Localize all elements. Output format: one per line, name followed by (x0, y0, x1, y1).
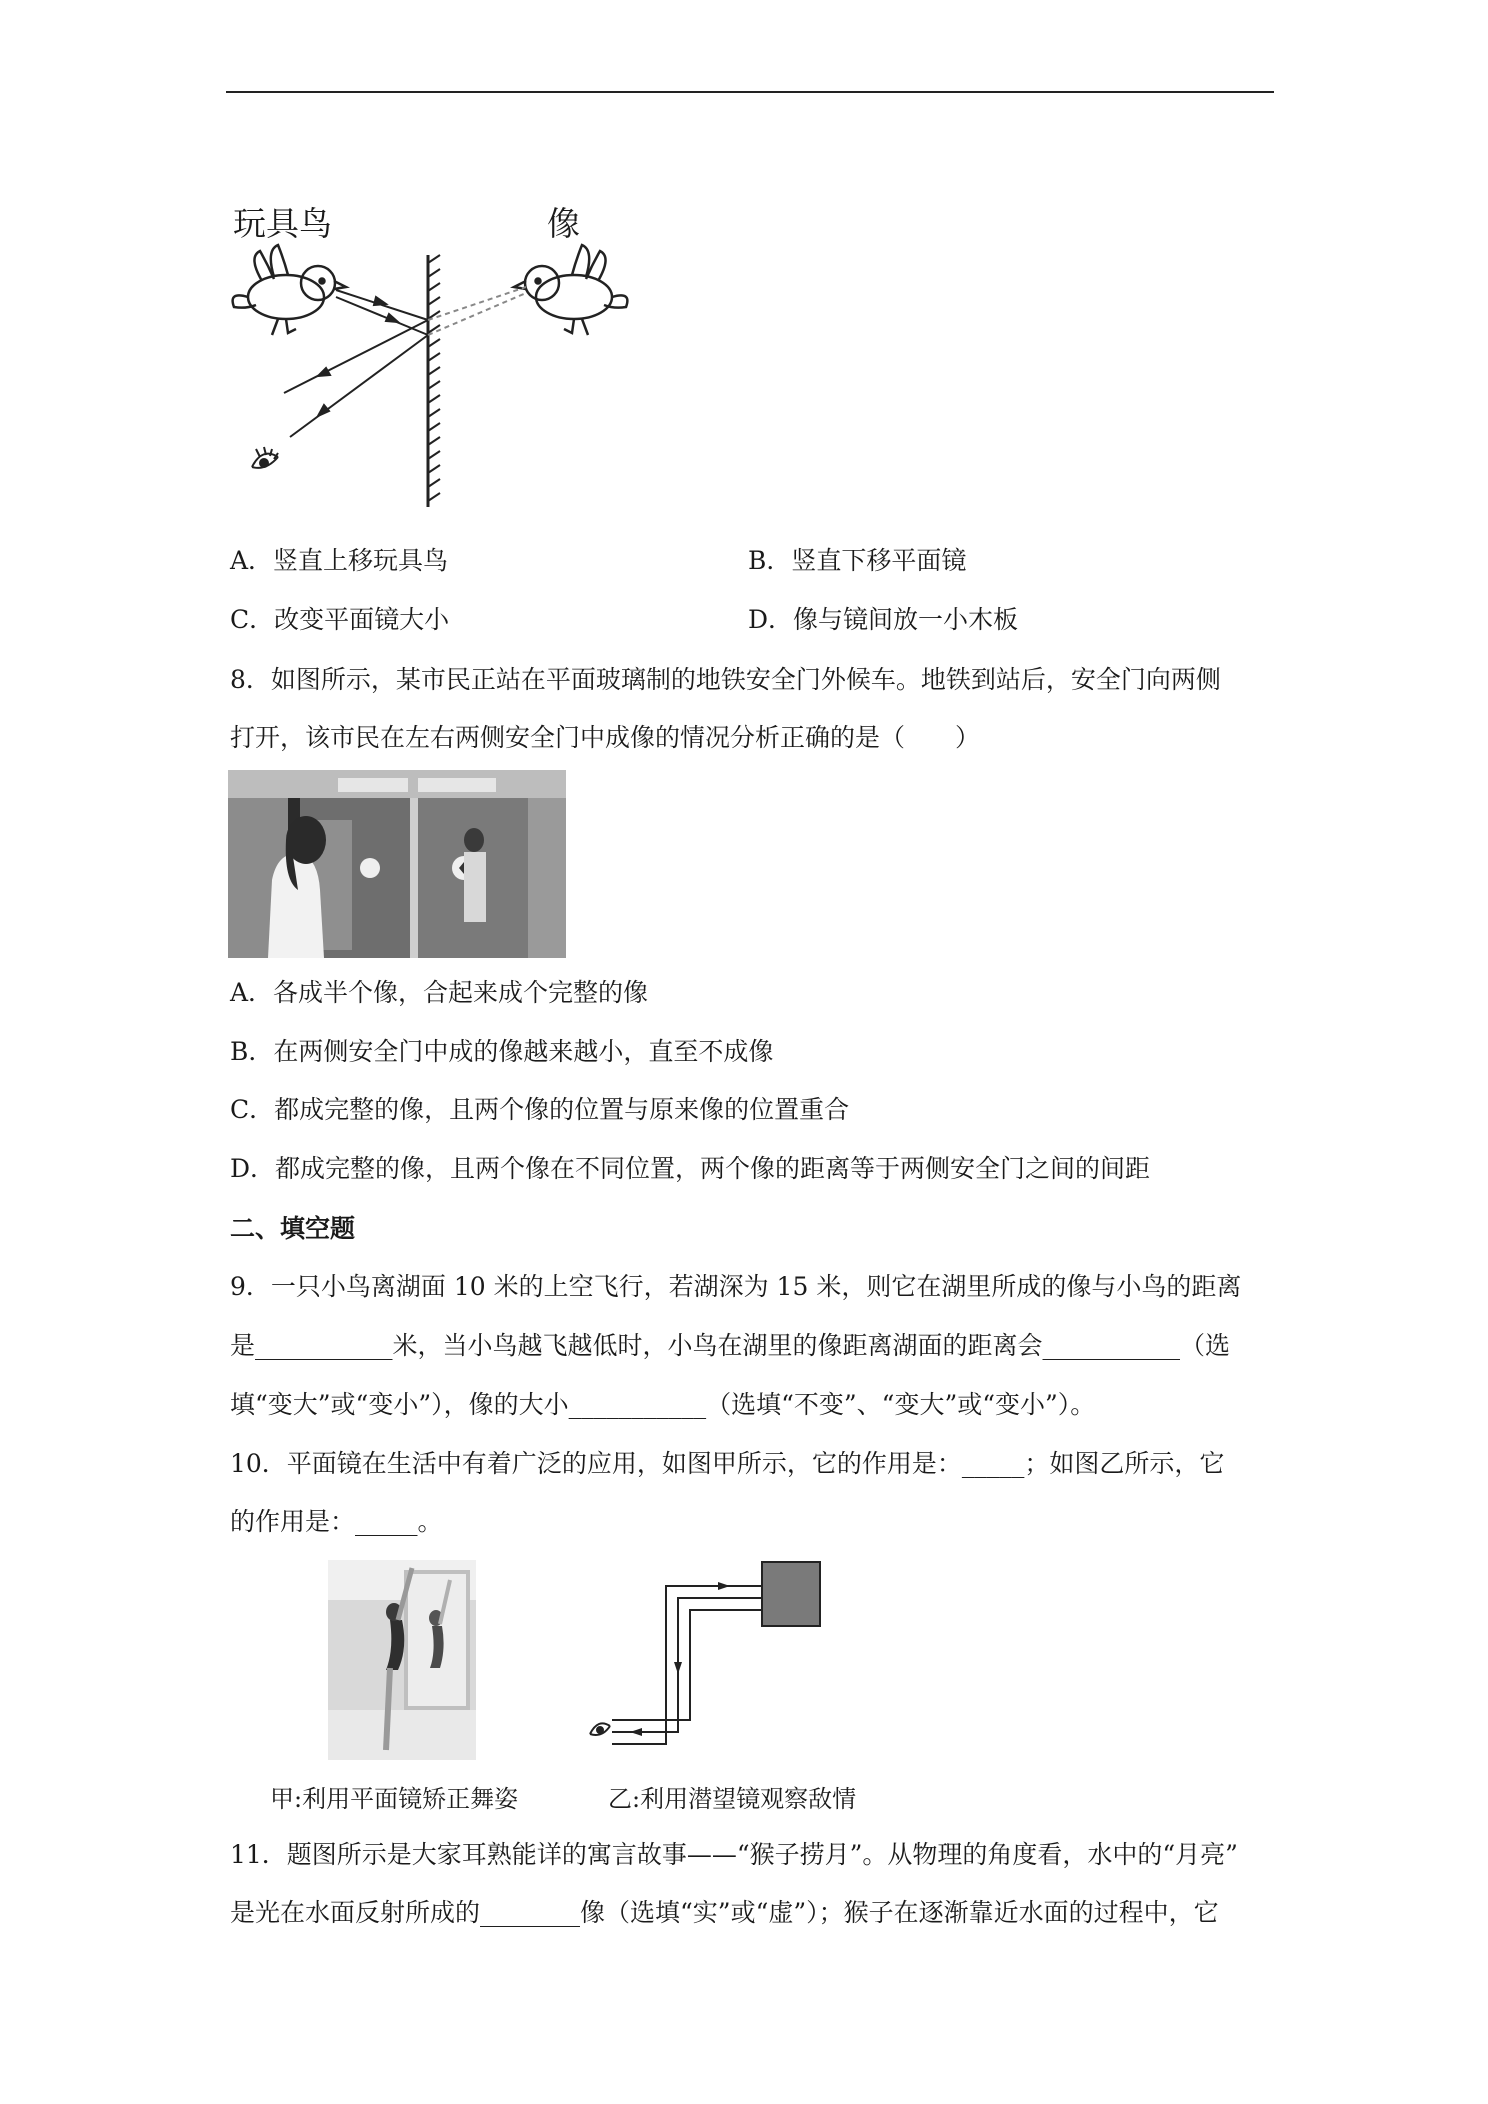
q8-stem-line2: 打开，该市民在左右两侧安全门中成像的情况分析正确的是（ ） (230, 723, 981, 752)
eye-icon (590, 1723, 610, 1735)
q7-option-b: B．竖直下移平面镜 (748, 546, 967, 575)
caption-ballet: 甲:利用平面镜矫正舞姿 (270, 1785, 519, 1813)
toy-bird-label: 玩具鸟 (233, 204, 332, 243)
q10-line2: 的作用是：_____。 (230, 1507, 443, 1536)
virtual-rays (428, 287, 526, 335)
caption-periscope: 乙:利用潜望镜观察敌情 (608, 1785, 857, 1813)
mirror-reflection-diagram (226, 235, 646, 515)
q8-option-c: C．都成完整的像，且两个像的位置与原来像的位置重合 (230, 1095, 850, 1124)
subway-door-photo (228, 770, 566, 958)
periscope-diagram (580, 1558, 830, 1758)
target-box (762, 1562, 820, 1626)
q8-option-b: B．在两侧安全门中成的像越来越小，直至不成像 (230, 1037, 774, 1066)
q11-line1: 11．题图所示是大家耳熟能详的寓言故事——“猴子捞月”。从物理的角度看，水中的“月亮” (230, 1840, 1238, 1869)
q11-line2: 是光在水面反射所成的________像（选填“实”或“虚”）；猴子在逐渐靠近水面的过程中，它 (230, 1898, 1219, 1927)
q9-line1: 9．一只小鸟离湖面 10 米的上空飞行，若湖深为 15 米，则它在湖里所成的像与小鸟的距离 (230, 1272, 1242, 1301)
q8-stem-line1: 8．如图所示，某市民正站在平面玻璃制的地铁安全门外候车。地铁到站后，安全门向两侧 (230, 665, 1221, 694)
header-rule (226, 91, 1274, 93)
q9-line3: 填“变大”或“变小”），像的大小___________（选填“不变”、“变大”或“变小”）。 (230, 1390, 1096, 1419)
toy-bird-icon (233, 245, 346, 335)
q7-option-a: A．竖直上移玩具鸟 (230, 546, 449, 575)
plane-mirror (428, 255, 440, 507)
q8-option-a: A．各成半个像，合起来成个完整的像 (230, 978, 649, 1007)
light-rays (284, 290, 428, 437)
section-title: 二、填空题 (230, 1214, 356, 1243)
q7-option-c: C．改变平面镜大小 (230, 605, 450, 634)
image-label: 像 (547, 204, 580, 243)
ballet-mirror-photo (328, 1560, 476, 1760)
eye-icon (252, 447, 278, 468)
q7-option-d: D．像与镜间放一小木板 (748, 605, 1019, 634)
q8-option-d: D．都成完整的像，且两个像在不同位置，两个像的距离等于两侧安全门之间的间距 (230, 1154, 1151, 1183)
bird-image-icon (514, 245, 627, 335)
q9-line2: 是___________米，当小鸟越飞越低时，小鸟在湖里的像距离湖面的距离会___________（选 (230, 1331, 1231, 1360)
q10-line1: 10．平面镜在生活中有着广泛的应用，如图甲所示，它的作用是：_____；如图乙所示，它 (230, 1449, 1225, 1478)
